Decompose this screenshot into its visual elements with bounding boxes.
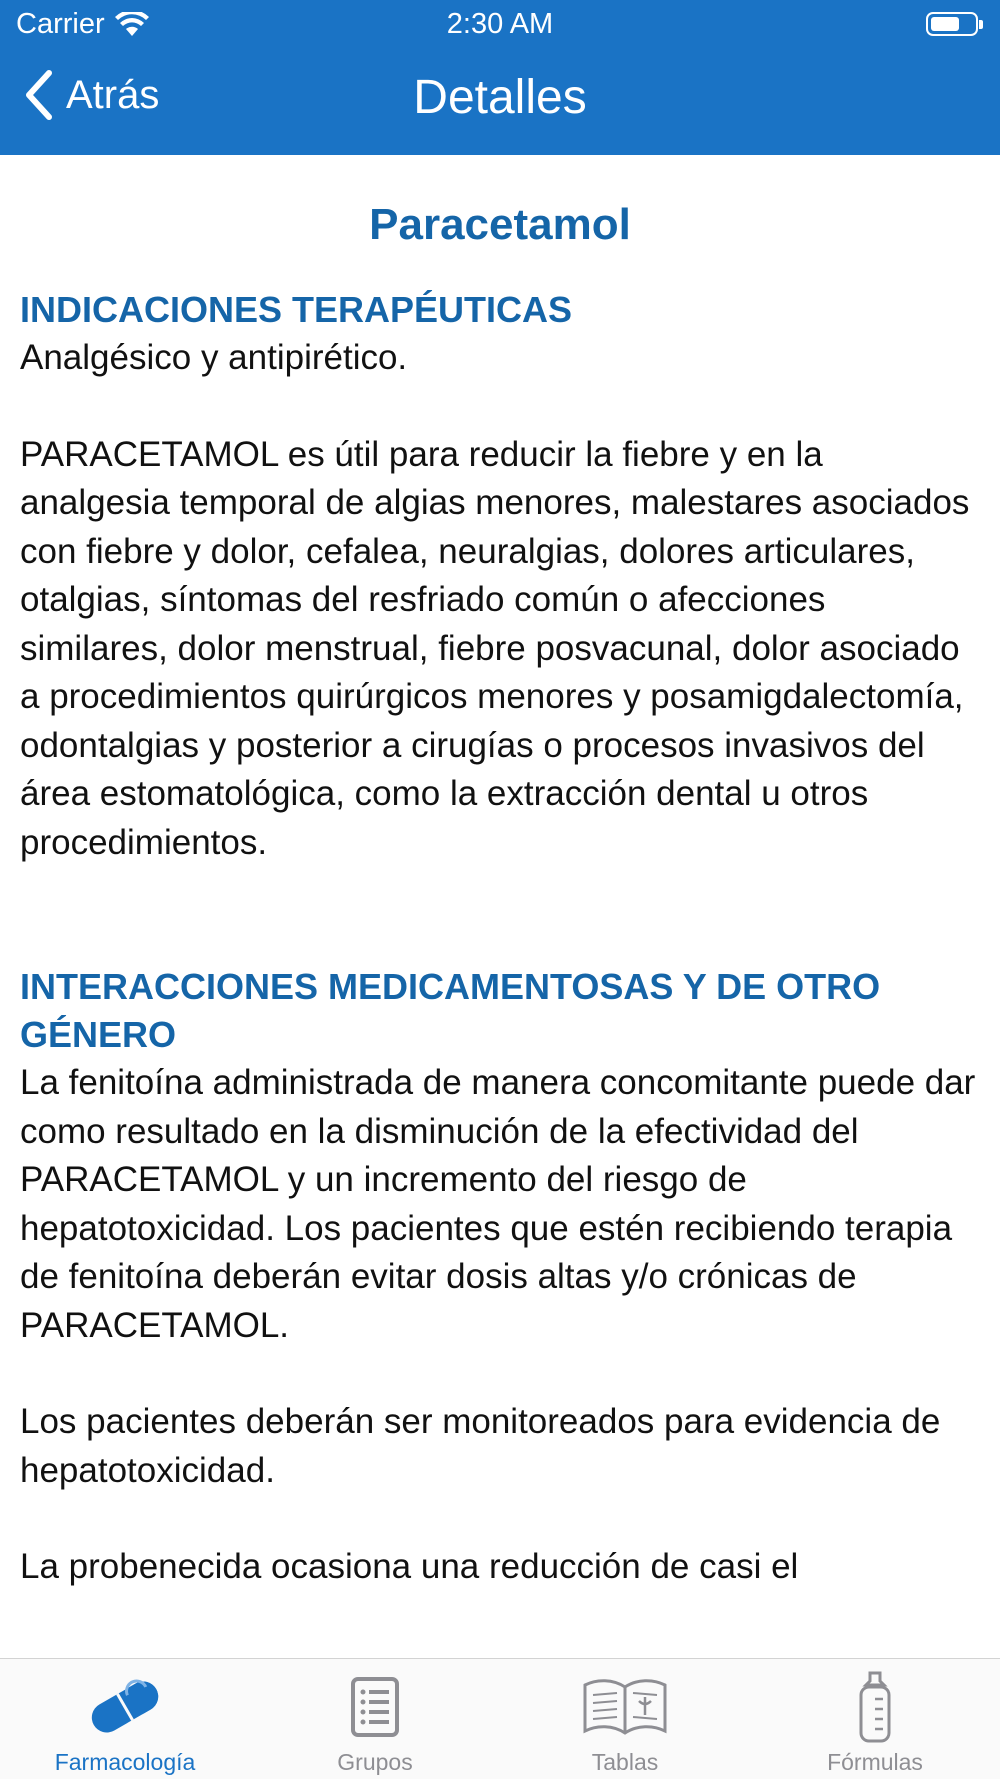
tab-grupos[interactable] xyxy=(250,1659,500,1779)
drug-name: Paracetamol xyxy=(369,200,631,249)
section-heading-indicaciones: INDICACIONES TERAPÉUTICAS xyxy=(20,289,573,330)
tab-tablas[interactable] xyxy=(500,1659,750,1779)
section-paragraph: La probenecida ocasiona una reducción de casi el xyxy=(20,1547,799,1586)
tab-label: Farmacología xyxy=(54,1749,196,1775)
section-paragraph: Analgésico y antipirético. xyxy=(20,338,408,377)
page-title: Detalles xyxy=(413,71,587,124)
navigation-bar xyxy=(0,0,1000,155)
section-heading-interacciones: INTERACCIONES MEDICAMENTOSAS Y DE OTRO GÉNERO xyxy=(20,966,881,1055)
bottle-icon xyxy=(853,1671,897,1743)
detail-content xyxy=(20,200,980,1592)
carrier-label: Carrier xyxy=(16,8,105,40)
pill-icon xyxy=(83,1676,167,1738)
section-paragraph: Los pacientes deberán ser monitoreados para evidencia de hepatotoxicidad. xyxy=(20,1402,941,1490)
tab-label: Grupos xyxy=(337,1749,413,1775)
battery-icon xyxy=(926,12,978,36)
section-paragraph: La fenitoína administrada de manera concomitante puede dar como resultado en la disminución de la efectividad del PARACETAMOL y un incremento del riesgo de hepatotoxicidad. Los pacientes que estén recibiendo terapia de fenitoína deberán evitar dosis altas y/o crónicas de PARACETAMOL. xyxy=(20,1063,976,1345)
tab-farmacologia[interactable] xyxy=(0,1659,250,1779)
back-label: Atrás xyxy=(66,72,160,117)
book-icon xyxy=(581,1677,669,1737)
tab-formulas[interactable] xyxy=(750,1659,1000,1779)
list-icon xyxy=(349,1675,401,1739)
tab-bar xyxy=(0,1658,1000,1779)
section-paragraph: PARACETAMOL es útil para reducir la fiebre y en la analgesia temporal de algias menores, malestares asociados con fiebre y dolor, cefalea, neuralgias, dolores articulares, otalgias, síntomas del resfriado común o afecciones similares, dolor menstrual, fiebre posvacunal, dolor asociado a procedimientos quirúrgicos menores y posamigdalectomía, odontalgias y posterior a cirugías o procesos invasivos del área estomatológica, como la extracción dental u otros procedimientos. xyxy=(20,434,970,862)
status-time: 2:30 AM xyxy=(446,8,554,40)
tab-label: Tablas xyxy=(591,1749,659,1775)
tab-label: Fórmulas xyxy=(827,1749,923,1775)
